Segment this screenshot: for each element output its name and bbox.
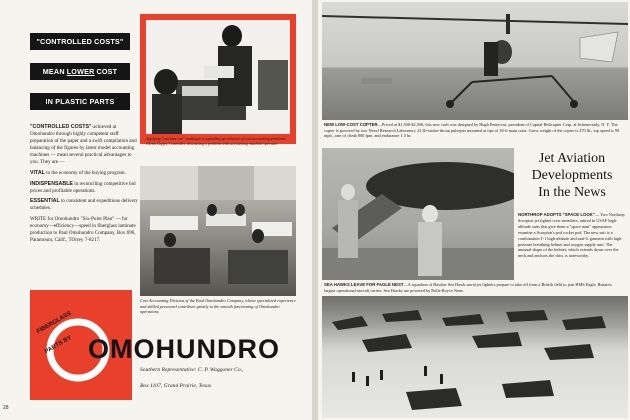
bar-text: MEAN — [42, 67, 65, 76]
bar-text: IN PLASTIC PARTS — [45, 97, 115, 106]
office-photo — [140, 166, 296, 296]
left-page — [0, 0, 312, 420]
helicopter-illustration — [322, 2, 628, 120]
write-paragraph: WRITE for Omohundro "Six-Point Plan" — for economy—efficiency—speed in fiberglass laminate production to Paul Omohundro Company, Box 696, Paramount, Calif., TOrrey 7-8217. — [30, 216, 136, 244]
logo-small-parts-by: PARTS BY — [44, 335, 73, 356]
helicopter-photo — [322, 2, 628, 120]
vital-lead: VITAL — [30, 170, 45, 177]
copter-caption-lead: NEW LOW-COST COPTER — [324, 122, 378, 127]
page-number: 28 — [3, 405, 9, 411]
airfield-illustration — [322, 296, 628, 418]
photo2-caption: Cost Accounting Division of the Paul Omohundro Company, whose specialized experience and skilled personnel contribute greatly to the smooth functioning of Omohundro operations. — [140, 298, 296, 315]
accounting-machine-photo — [146, 20, 290, 134]
omohundro-logo-wordmark: OMOHUNDRO — [88, 334, 280, 364]
headline-bar-mean-lower-cost — [30, 63, 130, 80]
photo1-caption: Applying "machine eye" technique to speeding up solution of cost accounting problems. Glenn Capps, Controller, discussing a problem with accounting machine operator. — [146, 136, 287, 147]
logo-small-fiberglass: FIBERGLASS — [36, 310, 73, 336]
right-page — [318, 0, 630, 420]
headline-bar-plastic-parts — [30, 93, 130, 110]
indispensable-lead: INDISPENSABLE — [30, 180, 73, 187]
rep-line2: Box 1107, Grand Prairie, Texas — [140, 383, 212, 389]
body-copy — [30, 124, 138, 248]
intro-text: -achieved at Omohundro through highly competent staff preparation of the paper and a swift compilation and balancing of the figures by latest model accounting machines — mean several practical advantages to you. They are — — [30, 124, 137, 166]
sea-hawks-airfield-photo — [322, 296, 628, 418]
photo-figures — [146, 20, 290, 134]
bar-text-underlined: LOWER — [66, 67, 95, 76]
jet-illustration — [322, 148, 514, 280]
copter-caption-text: —Priced at $1,500-$2,500, this new craft was designed by Hugh Pentecost, president of Capital Helicopter Corp. at Schenectady, N. Y. The copter is powered by two Nexel Research Laboratory 23.5b-stroke-throat pulsejets mounted at tips of 18-ft main rotor. Gross weight of the copter is 470 lb.; top speed is 90 mph., rate of climb 800 fpm. and endurance 1.5 hr. — [324, 122, 620, 138]
headline-line1: Jet Aviation — [538, 151, 606, 166]
headline-line2: Developments — [531, 168, 613, 183]
seahawk-caption — [324, 282, 624, 293]
section-headline — [516, 150, 628, 201]
rep-line1: Southern Representative: C. P. Waggoner Co., — [140, 367, 244, 373]
northrop-caption-text: — Two Northrop Scorpion jet fighter crew members, attired in USAF high-altitude suits that give them a "space man" appearance, examine a Scorpion's pod rocket pod. The new suit is a combination T-1 high-altitude and anti-G garment with high-pressure breathing helmet and oxygen supply unit. The unusual shape of the helmet, which extends down over the neck and anchors the chin, is noteworthy. — [518, 212, 625, 259]
headline-line3: In the News — [538, 185, 606, 200]
copter-caption — [324, 122, 624, 139]
northrop-caption — [518, 212, 626, 259]
essential-text: to consistent and expeditious delivery schedules. — [30, 198, 138, 212]
office-figures — [140, 166, 296, 296]
northrop-suits-photo — [322, 148, 514, 280]
representative-info — [140, 366, 306, 390]
bar-text: COST — [96, 67, 118, 76]
seahawk-caption-text: —A squadron of Hawker Sea Hawk naval jet fighters prepare to take off from a British field to join HMS Eagle, Britain's largest operational aircraft carrier. Sea Hawks are powered by Rolls-Royce Nene. — [324, 282, 613, 293]
seahawk-caption-lead: SEA HAWKS LEAVE FOR FAGLE NEST — [324, 282, 404, 287]
essential-lead: ESSENTIAL — [30, 198, 60, 205]
bar-text: "CONTROLLED COSTS" — [36, 37, 124, 46]
vital-text: to the economy of the buying program. — [44, 170, 126, 177]
northrop-caption-lead: NORTHROP ADOPTS "SPACE LOOK" — [518, 212, 595, 217]
intro-lead: "CONTROLLED COSTS" — [30, 124, 92, 130]
headline-bar-controlled-costs — [30, 33, 130, 50]
indispensable-text: in reconciling competitive bid prices and profitable operations. — [30, 180, 136, 194]
